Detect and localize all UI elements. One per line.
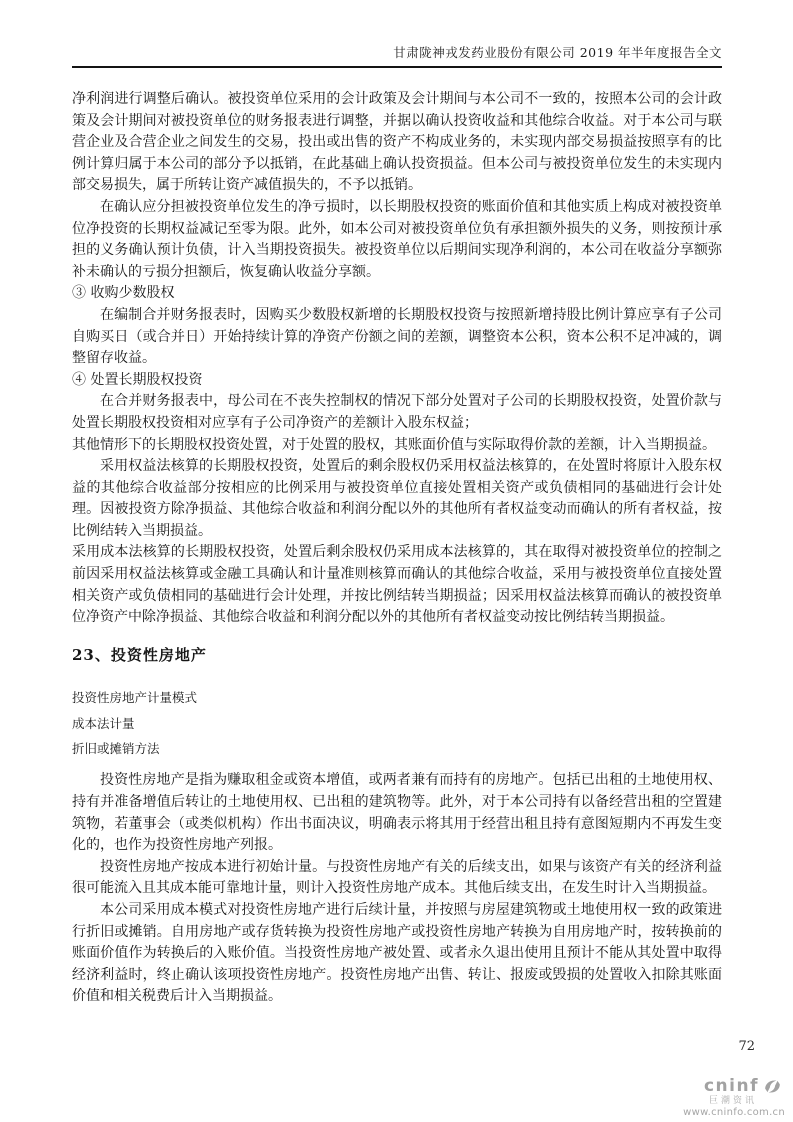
page-number: 72 (738, 1039, 755, 1054)
label-measurement-mode: 投资性房地产计量模式 (72, 690, 198, 706)
cninfo-brand-text: cninf (703, 1076, 759, 1096)
cninfo-logo-row (617, 1077, 787, 1096)
paragraph-net-loss-recognition: 在确认应分担被投资单位发生的净亏损时，以长期股权投资的账面价值和其他实质上构成对被投资单位净投资的长期权益减记至零为限。此外，如本公司对被投资单位负有承担额外损失的义务，则按预计承担的义务确认预计负债，计入当期投资损失。被投资单位以后期间实现净利润的，本公司在收益分享额弥补未确认的亏损分担额后，恢复确认收益分享额。 (72, 198, 722, 280)
paragraph-investment-property-definition: 投资性房地产是指为赚取租金或资本增值，或两者兼有而持有的房地产。包括已出租的土地使用权、持有并准备增值后转让的土地使用权、已出租的建筑物等。此外，对于本公司持有以备经营出租的空置建筑物，若董事会（或类似机构）作出书面决议，明确表示将其用于经营出租且持有意图短期内不再发生变化的，也作为投资性房地产列报。 (72, 772, 722, 854)
page-content (72, 89, 722, 1008)
label-cost-method: 成本法计量 (72, 715, 135, 731)
paragraph-minority-equity: 在编制合并财务报表时，因购买少数股权新增的长期股权投资与按照新增持股比例计算应享有子公司自购买日（或合并日）开始持续计算的净资产份额之间的差额，调整资本公积，资本公积不足冲减的，调整留存收益。 (72, 306, 722, 367)
paragraph-subsequent-measurement: 本公司采用成本模式对投资性房地产进行后续计量，并按照与房屋建筑物或土地使用权一致的政策进行折旧或摊销。自用房地产或存货转换为投资性房地产或投资性房地产转换为自用房地产时，按转换前的账面价值作为转换后的入账价值。当投资性房地产被处置、或者永久退出使用且预计不能从其处置中取得经济利益时，终止确认该项投资性房地产。投资性房地产出售、转让、报废或毁损的处置收入扣除其账面价值和相关税费后计入当期损益。 (72, 902, 722, 1005)
cninfo-swirl-icon (762, 1077, 783, 1096)
paragraph-equity-method-disposal: 采用权益法核算的长期股权投资，处置后的剩余股权仍采用权益法核算的，在处置时将原计入股东权益的其他综合收益部分按相应的比例采用与被投资单位直接处置相关资产或负债相同的基础进行会计处理。因被投资方除净损益、其他综合收益和利润分配以外的其他所有者权益变动而确认的所有者权益，按比例结转入当期损益。 (72, 458, 722, 539)
paragraph-initial-measurement: 投资性房地产按成本进行初始计量。与投资性房地产有关的后续支出，如果与该资产有关的经济利益很可能流入且其成本能可靠地计量，则计入投资性房地产成本。其他后续支出，在发生时计入当期损益。 (72, 858, 722, 897)
cninfo-logo (617, 1077, 787, 1119)
paragraph-disposal-consolidated: 在合并财务报表中，母公司在不丧失控制权的情况下部分处置对子公司的长期股权投资，处置价款与处置长期股权投资相对应享有子公司净资产的差额计入股东权益； (72, 393, 722, 431)
paragraph-disposal-other-cases: 其他情形下的长期股权投资处置，对于处置的股权，其账面价值与实际取得价款的差额，计入当期损益。 (72, 436, 716, 453)
measurement-mode-labels (72, 690, 722, 757)
section-heading-23-investment-property: 23、投资性房地产 (72, 645, 207, 664)
page-header (72, 44, 722, 68)
paragraph-cost-method-disposal: 采用成本法核算的长期股权投资，处置后剩余股权仍采用成本法核算的，其在取得对被投资单位的控制之前因采用权益法核算或金融工具确认和计量准则核算而确认的其他综合收益，采用与被投资单位直接处置相关资产或负债相同的基础进行会计处理，并按比例结转当期损益；因采用权益法核算而确认的被投资单位净资产中除净损益、其他综合收益和利润分配以外的其他所有者权益变动按比例结转当期损益。 (72, 544, 722, 626)
paragraph-continuation: 净利润进行调整后确认。被投资单位采用的会计政策及会计期间与本公司不一致的，按照本公司的会计政策及会计期间对被投资单位的财务报表进行调整，并据以确认投资收益和其他综合收益。对于本公司与联营企业及合营企业之间发生的交易，投出或出售的资产不构成业务的，未实现内部交易损益按照享有的比例计算归属于本公司的部分予以抵销，在此基础上确认投资损益。但本公司与被投资单位发生的未实现内部交易损失，属于所转让资产减值损失的，不予以抵销。 (72, 91, 722, 194)
item-3-minority-equity-heading: ③ 收购少数股权 (72, 285, 175, 302)
cninfo-chinese-name: 巨潮资讯 (708, 1096, 757, 1106)
cninfo-url: www.cninfo.com.cn (683, 1107, 785, 1118)
report-header-title: 甘肃陇神戎发药业股份有限公司 2019 年半年度报告全文 (393, 45, 722, 60)
header-rule (72, 66, 722, 68)
item-4-disposal-heading: ④ 处置长期股权投资 (72, 371, 203, 388)
label-depreciation-method: 折旧或摊销方法 (72, 741, 160, 757)
